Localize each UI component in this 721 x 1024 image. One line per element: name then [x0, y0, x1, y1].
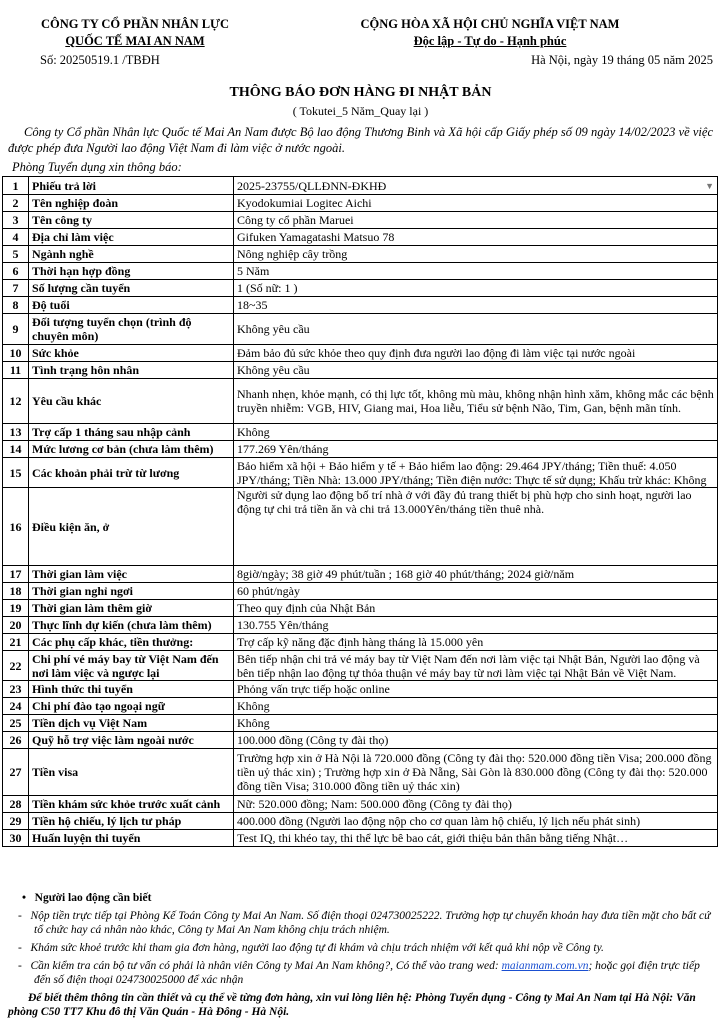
row-label: Trợ cấp 1 tháng sau nhập cảnh: [29, 424, 234, 441]
website-link[interactable]: maianmam.com.vn: [501, 960, 589, 972]
row-label: Huấn luyện thi tuyển: [29, 830, 234, 847]
row-number: 18: [3, 583, 29, 600]
row-value: 1 (Số nữ: 1 ): [234, 280, 718, 297]
row-value: Gifuken Yamagatashi Matsuo 78: [234, 229, 718, 246]
row-number: 25: [3, 715, 29, 732]
page-subtitle: ( Tokutei_5 Năm_Quay lại ): [292, 104, 429, 118]
note-payment: - Nộp tiền trực tiếp tại Phòng Kế Toán Công ty Mai An Nam. Số điện thoại 024730025222. Trường hợp tự chuyển khoản hay đưa tiền mặt cho bất cứ tổ chức hay cá nhân nào khác, Công ty Mai An Nam không chịu trách nhiệm.: [18, 910, 711, 936]
row-value-text: 2025-23755/QLLĐNN-ĐKHĐ: [237, 178, 387, 193]
row-value: Nông nghiệp cây trồng: [234, 246, 718, 263]
table-row: [3, 634, 718, 651]
row-label: Chi phí đào tạo ngoại ngữ: [29, 698, 234, 715]
national-motto: [320, 16, 660, 50]
row-number: 6: [3, 263, 29, 280]
note-health-text: Khám sức khoẻ trước khi tham gia đơn hàng, người lao động tự đi khám và chịu trách nhiệm với kết quả khi nộp về Công ty.: [30, 942, 604, 954]
table-row: [3, 229, 718, 246]
row-value: 5 Năm: [234, 263, 718, 280]
table-row: [3, 698, 718, 715]
row-value: Không yêu cầu: [234, 314, 718, 345]
row-label: Các phụ cấp khác, tiền thưởng:: [29, 634, 234, 651]
row-value: Không: [234, 424, 718, 441]
table-row: [3, 441, 718, 458]
note-verify-text-2: ; hoặc gọi điện trực tiếp đến số điện thoại 024730025000 để xác nhận: [34, 960, 700, 986]
row-label: Hình thức thi tuyển: [29, 681, 234, 698]
row-value: Không yêu cầu: [234, 362, 718, 379]
table-row: [3, 600, 718, 617]
row-label: Tiền khám sức khỏe trước xuất cảnh: [29, 796, 234, 813]
row-number: 3: [3, 212, 29, 229]
row-value: Kyodokumiai Logitec Aichi: [234, 195, 718, 212]
row-number: 23: [3, 681, 29, 698]
row-label: Sức khỏe: [29, 345, 234, 362]
row-value[interactable]: [234, 177, 718, 195]
row-value: Công ty cổ phần Maruei: [234, 212, 718, 229]
table-row: [3, 379, 718, 424]
row-number: 24: [3, 698, 29, 715]
row-label: Đối tượng tuyển chọn (trình độ chuyên môn): [29, 314, 234, 345]
row-number: 5: [3, 246, 29, 263]
row-number: 28: [3, 796, 29, 813]
row-label: Địa chỉ làm việc: [29, 229, 234, 246]
table-row: [3, 715, 718, 732]
nation-line-2: Độc lập - Tự do - Hạnh phúc: [413, 34, 567, 48]
row-number: 17: [3, 566, 29, 583]
row-label: Điều kiện ăn, ở: [29, 488, 234, 566]
nation-line-1: CỘNG HÒA XÃ HỘI CHỦ NGHĨA VIỆT NAM: [360, 17, 620, 31]
note-health: - Khám sức khoẻ trước khi tham gia đơn hàng, người lao động tự đi khám và chịu trách nhiệm với kết quả khi nộp về Công ty.: [18, 942, 604, 954]
table-row: [3, 362, 718, 379]
row-number: 4: [3, 229, 29, 246]
row-number: 2: [3, 195, 29, 212]
table-row: [3, 280, 718, 297]
row-value: Theo quy định của Nhật Bản: [234, 600, 718, 617]
row-label: Thời gian làm việc: [29, 566, 234, 583]
row-number: 12: [3, 379, 29, 424]
row-label: Yêu cầu khác: [29, 379, 234, 424]
row-label: Tiền dịch vụ Việt Nam: [29, 715, 234, 732]
row-number: 26: [3, 732, 29, 749]
row-value: 60 phút/ngày: [234, 583, 718, 600]
row-number: 29: [3, 813, 29, 830]
row-label: Tên nghiệp đoàn: [29, 195, 234, 212]
table-row: [3, 458, 718, 488]
table-row: [3, 796, 718, 813]
table-row: [3, 314, 718, 345]
row-value: 100.000 đồng (Công ty đài thọ): [234, 732, 718, 749]
row-number: 22: [3, 651, 29, 681]
note-verify: - Cần kiểm tra cán bộ tư vấn có phải là nhân viên Công ty Mai An Nam không?, Có thể vào trang wed: maianmam.com.vn; hoặc gọi điện trực tiếp đến số điện thoại 024730025000 để xác nhận: [18, 960, 700, 986]
row-value: Không: [234, 715, 718, 732]
table-row: [3, 212, 718, 229]
row-label: Thời hạn hợp đồng: [29, 263, 234, 280]
notes-heading: • Người lao động cần biết: [22, 892, 152, 904]
row-label: Các khoản phải trừ từ lương: [29, 458, 234, 488]
table-row: [3, 488, 718, 566]
row-label: Quỹ hỗ trợ việc làm ngoài nước: [29, 732, 234, 749]
table-row: [3, 246, 718, 263]
row-number: 16: [3, 488, 29, 566]
intro-paragraph: Công ty Cổ phần Nhân lực Quốc tế Mai An Nam được Bộ lao động Thương Binh và Xã hội cấp Giấy phép số 09 ngày 14/02/2023 về việc được phép đưa Người lao động Việt Nam đi làm việc ở nước ngoài.: [8, 125, 713, 155]
row-number: 8: [3, 297, 29, 314]
row-value: Người sử dụng lao động bố trí nhà ở với đầy đủ trang thiết bị phù hợp cho sinh hoạt, người lao động tự chi trả tiền ăn và chi trả 13.000Yên/tháng tiền thuê nhà.: [234, 488, 718, 566]
table-row: [3, 681, 718, 698]
row-value: 177.269 Yên/tháng: [234, 441, 718, 458]
table-row: [3, 813, 718, 830]
row-value: Bên tiếp nhận chi trả vé máy bay từ Việt Nam đến nơi làm việc tại Nhật Bản, Người lao động và bên tiếp nhận lao động tự thỏa thuận vé máy bay từ nơi làm việc tại Nhật Bản về Việt Nam.: [234, 651, 718, 681]
note-verify-text: Cần kiểm tra cán bộ tư vấn có phải là nhân viên Công ty Mai An Nam không?, Có thể vào trang wed:: [30, 960, 502, 972]
company-name: [30, 16, 240, 50]
row-value: Trợ cấp kỹ năng đặc định hàng tháng là 15.000 yên: [234, 634, 718, 651]
order-table: [2, 176, 718, 847]
table-row: [3, 263, 718, 280]
row-number: 30: [3, 830, 29, 847]
row-number: 7: [3, 280, 29, 297]
row-value: 8giờ/ngày; 38 giờ 49 phút/tuần ; 168 giờ 40 phút/tháng; 2024 giờ/năm: [234, 566, 718, 583]
company-line-1: CÔNG TY CỔ PHẦN NHÂN LỰC: [40, 17, 230, 31]
row-label: Thực lĩnh dự kiến (chưa làm thêm): [29, 617, 234, 634]
row-value: 130.755 Yên/tháng: [234, 617, 718, 634]
company-line-2: QUỐC TẾ MAI AN NAM: [65, 34, 205, 48]
row-value: Không: [234, 698, 718, 715]
row-label: Độ tuổi: [29, 297, 234, 314]
row-value: Nữ: 520.000 đồng; Nam: 500.000 đồng (Công ty đài thọ): [234, 796, 718, 813]
row-number: 9: [3, 314, 29, 345]
row-number: 11: [3, 362, 29, 379]
row-label: Thời gian nghỉ ngơi: [29, 583, 234, 600]
row-number: 14: [3, 441, 29, 458]
row-number: 19: [3, 600, 29, 617]
table-row: [3, 651, 718, 681]
table-row: [3, 617, 718, 634]
contact-info: Để biết thêm thông tin cần thiết và cụ thể về từng đơn hàng, xin vui lòng liên hệ: Phòng Tuyển dụng - Công ty Mai An Nam tại Hà Nội: Văn phòng C50 TT7 Khu đô thị Văn Quán - Hà Đông - Hà Nội.: [8, 992, 696, 1018]
row-value: 18~35: [234, 297, 718, 314]
row-value: Bảo hiểm xã hội + Bảo hiểm y tế + Bảo hiểm lao động: 29.464 JPY/tháng; Tiền thuế: 4.050 JPY/tháng; Tiền Nhà: 13.000 JPY/tháng; Tiền điện nước: Thực tế sử dụng; Khấu trừ khác: Không: [234, 458, 718, 488]
row-number: 20: [3, 617, 29, 634]
table-row: [3, 424, 718, 441]
row-label: Thời gian làm thêm giờ: [29, 600, 234, 617]
row-value: Test IQ, thi khéo tay, thi thể lực bê bao cát, giới thiệu bản thân bằng tiếng Nhật…: [234, 830, 718, 847]
page-title: THÔNG BÁO ĐƠN HÀNG ĐI NHẬT BẢN: [229, 85, 492, 100]
row-label: Ngành nghề: [29, 246, 234, 263]
row-value: Trường hợp xin ở Hà Nội là 720.000 đồng (Công ty đài thọ: 520.000 đồng tiền Visa; 200.000 đồng tiền uỷ thác xin) ; Trường hợp xin ở Đà Nẵng, Sài Gòn là 830.000 đồng (Công ty đài thọ: 520.000 đồng tiền Visa; 310.000 đồng tiền uỷ thác xin): [234, 749, 718, 796]
row-label: Mức lương cơ bản (chưa làm thêm): [29, 441, 234, 458]
row-number: 15: [3, 458, 29, 488]
row-label: Số lượng cần tuyển: [29, 280, 234, 297]
document-number: Số: 20250519.1 /TBĐH: [40, 53, 160, 67]
table-row: [3, 583, 718, 600]
row-label: Tiền hộ chiếu, lý lịch tư pháp: [29, 813, 234, 830]
table-row: [3, 345, 718, 362]
table-row: [3, 566, 718, 583]
row-number: 27: [3, 749, 29, 796]
row-label: Phiếu trả lời: [29, 177, 234, 195]
table-row: [3, 177, 718, 195]
table-row: [3, 195, 718, 212]
dropdown-arrow-icon[interactable]: ▼: [705, 180, 714, 191]
row-number: 13: [3, 424, 29, 441]
table-row: [3, 830, 718, 847]
row-value: 400.000 đồng (Người lao động nộp cho cơ quan làm hộ chiếu, lý lịch nếu phát sinh): [234, 813, 718, 830]
row-label: Chi phí vé máy bay từ Việt Nam đến nơi làm việc và ngược lại: [29, 651, 234, 681]
row-label: Tên công ty: [29, 212, 234, 229]
table-row: [3, 297, 718, 314]
row-label: Tiền visa: [29, 749, 234, 796]
note-payment-text: Nộp tiền trực tiếp tại Phòng Kế Toán Công ty Mai An Nam. Số điện thoại 024730025222. Trường hợp tự chuyển khoản hay đưa tiền mặt cho bất cứ tổ chức hay cá nhân nào khác, Công ty Mai An Nam không chịu trách nhiệm.: [30, 910, 711, 936]
row-label: Tình trạng hôn nhân: [29, 362, 234, 379]
table-row: [3, 749, 718, 796]
document-date: Hà Nội, ngày 19 tháng 05 năm 2025: [531, 53, 713, 67]
notes-section: [8, 891, 713, 1019]
row-value: Nhanh nhẹn, khỏe mạnh, có thị lực tốt, không mù màu, không nhận hình xăm, không mắc các bệnh truyền nhiễm: VGB, HIV, Giang mai, Hoa liễu, Tiểu sử bệnh Não, Tim, Gan, bệnh mãn tính.: [234, 379, 718, 424]
lead-text: Phòng Tuyển dụng xin thông báo:: [12, 160, 182, 174]
row-number: 1: [3, 177, 29, 195]
row-number: 21: [3, 634, 29, 651]
row-value: Đảm bảo đủ sức khỏe theo quy định đưa người lao động đi làm việc tại nước ngoài: [234, 345, 718, 362]
notes-heading-text: Người lao động cần biết: [34, 892, 152, 904]
table-row: [3, 732, 718, 749]
row-number: 10: [3, 345, 29, 362]
row-value: Phỏng vấn trực tiếp hoặc online: [234, 681, 718, 698]
